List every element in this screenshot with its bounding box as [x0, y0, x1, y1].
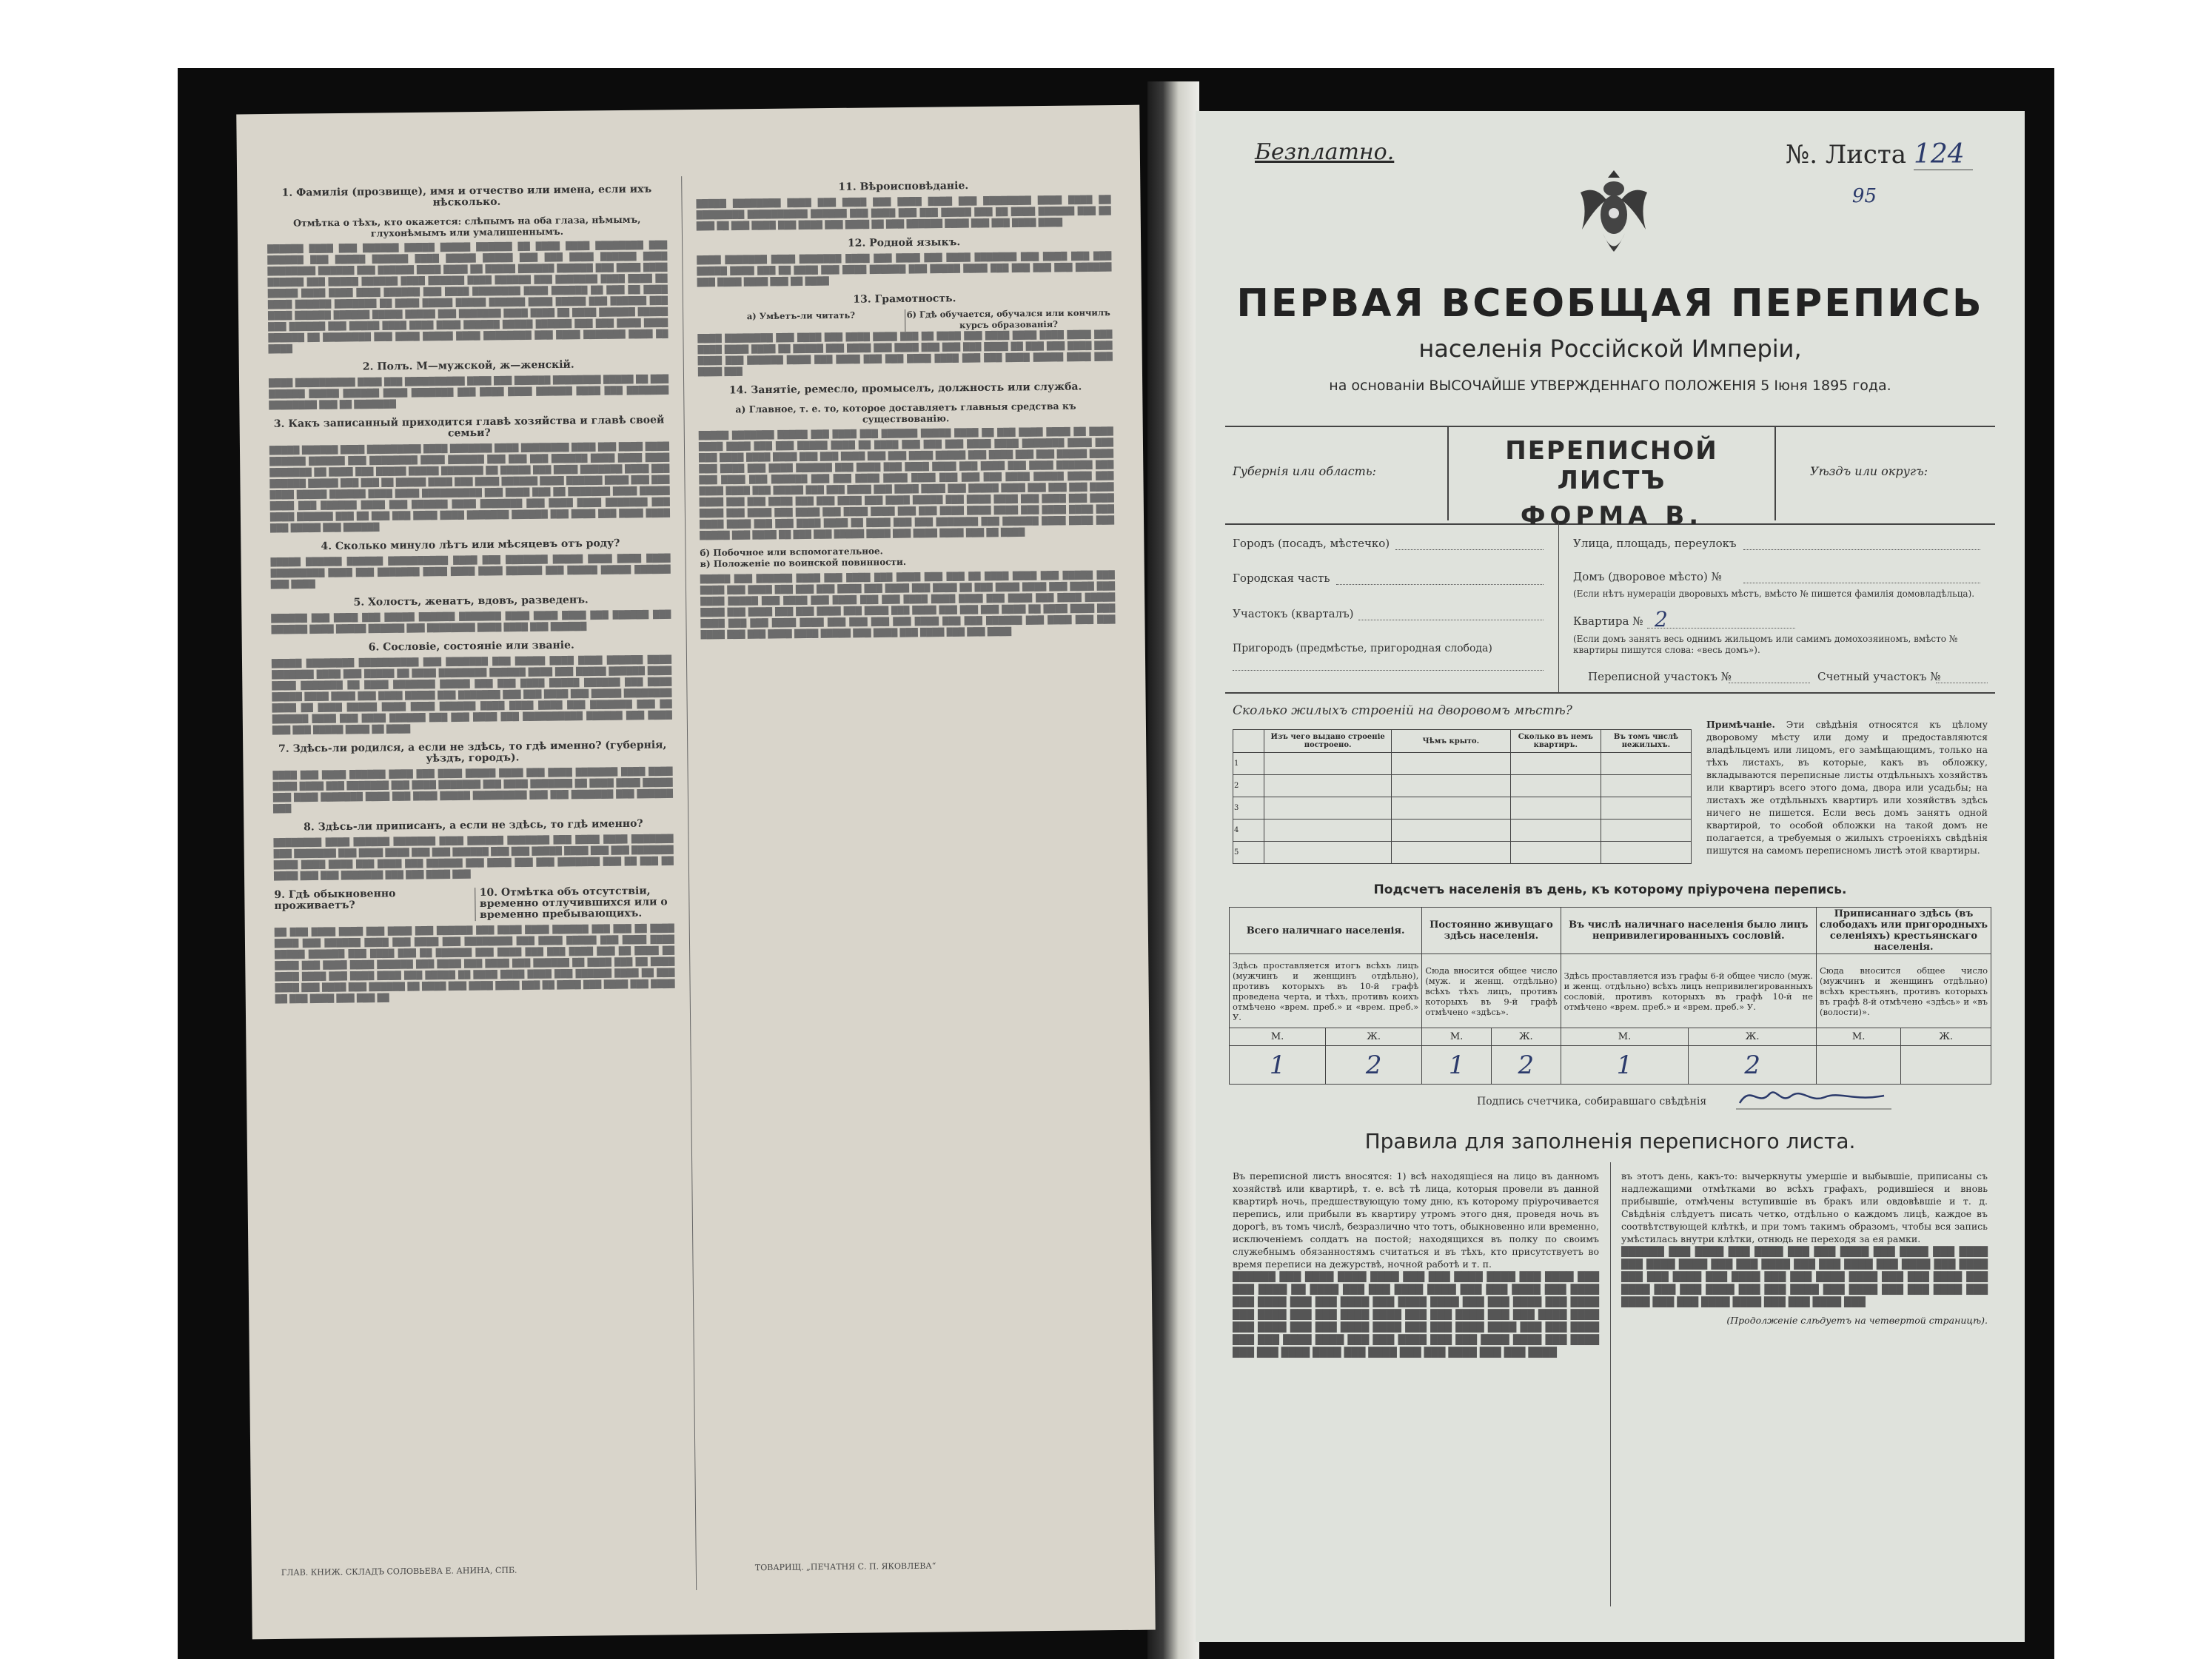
rules-divider — [1610, 1162, 1611, 1606]
suburb-field-label: Пригородъ (предмѣстье, пригородная слобода) — [1233, 643, 1492, 654]
female-header: Ж. — [1491, 1028, 1561, 1046]
population-count-table — [1229, 907, 1991, 1085]
continued-note: (Продолженіе слѣдуетъ на четвертой страницѣ). — [1726, 1315, 1988, 1326]
table-cell[interactable] — [1391, 842, 1510, 864]
section-2-heading: 2. Полъ. М—мужской, ж—женскій. — [362, 358, 574, 373]
section-13b-heading: б) Гдѣ обучается, обучался или кончилъ курсъ образованія? — [905, 307, 1113, 332]
count-value-cell[interactable] — [1901, 1046, 1991, 1085]
count-value-cell[interactable] — [1816, 1046, 1900, 1085]
precinct-field-label: Участокъ (кварталъ) — [1233, 607, 1354, 620]
table-cell[interactable] — [1264, 797, 1391, 820]
buildings-question: Сколько жилыхъ строеній на дворовомъ мѣстѣ? — [1233, 703, 1572, 718]
row-number: 3 — [1233, 797, 1264, 820]
text-block: ████ ███████ ████ ███████ ████ ███ ████ ███ ████ ███████ ███ ████ ███ ███ █████ ████ ███ ██ ████ ███ ████ ██████ ███ █████ ████ ███ ███ ███ ███ ██████ ███ ████ ████ ███ ██ ████ — [697, 252, 1112, 287]
signature-label: Подпись счетчика, собиравшаго свѣдѣнія — [1477, 1096, 1707, 1107]
form-title: ПЕРЕПИСНОЙ ЛИСТЪ — [1505, 436, 1718, 495]
table-row — [1233, 820, 1692, 842]
table-row — [1233, 775, 1692, 797]
table-cell[interactable] — [1601, 820, 1691, 842]
table-cell[interactable] — [1264, 753, 1391, 775]
form-title-box — [1447, 427, 1776, 531]
count-value-cell[interactable]: 2 — [1689, 1046, 1817, 1085]
section-9-heading: 9. Гдѣ обыкновенно проживаетъ? — [274, 888, 396, 912]
province-label: Губернія или область: — [1233, 464, 1376, 478]
sheet-number-extra: 95 — [1851, 185, 1877, 207]
table-cell[interactable] — [1601, 753, 1691, 775]
text-block: ████ ████████ ███ ████ ███ ████ ████ ███ ██ ████ ███ ████ ████ ████ ████ ███ ████ ████ ████ ██ █████ ███ ████ ███ ████ ███ ███ ███ ████ ██ ███ ███ ████ ███ ████ ███ ██████ ████ ███ ████ ███ ███ ████ ████ ███ ███ ████ █████ ████ ███ ████ ███ — [697, 330, 1113, 377]
text-block: █████ ███████ █████ ███ ████ ███ ██████ █████ ████ ██ ███ ████ ████ ██ ████ ████ ████ ███ ███ █████ ████ ██ ████ ███ ███ ███ ████ ████ ███████ ████ ███ ███ ████ ████ ████ ███ ███ ████ ███ ███ ████ █████ ███ ████ ███ ███ █████ ████ ███ ████ ███ ████ ██████ ███ ████ ███ ████ ████ ███ ████ ███ ████ ██████ ███ ███ ████ ███ ██████ ███ ███ ████ ████ ████ ███ ███ ███ ████ █████ ████ ███ ████ ████ ███ █████ ███ ███ ████ ███ ████ ████ ███ █████ ████ ███ ███ ███ ████ ████ ███ ███ ████ ███ ███ ████ ███ ████ █████ ███ ████ ████ ███ ████ ███ ████ ████ ███ ████ ███ ████ ███ ████ ████ ███ ███ ████ ████ ████ ███ ████ ████ ███ ████ ████ ███ ███ ████ ████ ██ ████ ███ ███ ███████ ███ ██████ ████ ████ ███ █████ ███ ████ ██ ███ ███ █████ ████ ███ ████ ████ ███ ██ ████ — [698, 427, 1115, 540]
buildings-col-roof: Чѣмъ крыто. — [1391, 730, 1510, 753]
table-cell[interactable] — [1510, 797, 1601, 820]
male-header: М. — [1816, 1028, 1900, 1046]
text-block: ██████ ███ ████ ████ ████ ███ ███ ████ ████ ███ ████ ███ ███ ████ ██ ████ ███ ███ ████ ████ ███ ███ ████ ███ ████ ███ ████ ███ ███ ████ ███ ████ ████ ███ ███ ████ ███ ████ ███ ████ ███ ███ ████ ████ ███ ███ ████ ███ ███ ████ ████ ███ ████ ███ ███ ████ ████ ███ ███ ████ ████ ███ ███ ████ ███ ███ ████ ████ ███ ███ ████ ███ ███ ████ ████ ███ ████ ███ ███ ████ ████ ███ ████ ███ ███ ████ ███ ███ ████ — [1233, 1271, 1599, 1358]
sheet-number-value: 124 — [1914, 139, 1973, 170]
street-field-label: Улица, площадь, переулокъ — [1573, 537, 1737, 550]
male-header: М. — [1422, 1028, 1492, 1046]
counting-district-label: Счетный участокъ № — [1817, 670, 1941, 683]
table-row — [1233, 842, 1692, 864]
imperial-eagle-emblem — [1573, 163, 1655, 267]
row-number: 4 — [1233, 820, 1264, 842]
count-desc-peasant: Сюда вносится общее число (мужчинъ и женщинъ отдѣльно) всѣхъ крестьянъ, противъ которыхъ въ графѣ 8-й отмѣчено «здѣсь» и «въ (волости)». — [1816, 954, 1991, 1028]
form-subtitle-b: ФОРМА В. — [1520, 501, 1703, 531]
apartment-field-note: (Если домъ занятъ весь однимъ жильцомъ или самимъ домохозяиномъ, вмѣсто № квартиры пишутся слова: «весь домъ»). — [1573, 634, 1958, 655]
table-cell[interactable] — [1510, 820, 1601, 842]
section-5-heading: 5. Холостъ, женатъ, вдовъ, разведенъ. — [353, 594, 589, 609]
count-value-cell[interactable]: 1 — [1230, 1046, 1326, 1085]
text-block: ██ ███ ████ ████ ███ ████ ███ ██████ ███ ████ ████ ██████ ███ ███ ██ ████ ████ ███ ██████ ████ ███ ████ ███ ████████ ███ ████ █████ ███ ████ ████ █████ ██████ ███ ████ ███ ██ ██████ ███ ████ ███ ███ ████ ███ ██ ████ ██ ████ ███ ████ ████ ██████ ███ ████ ███ ████ ███ ██████ ██ ████ ███ ██ ████ ████ ████ ███ ████ ████ ███ █████ ██ ████ ████ ████ ███ ██████ ████ ██ ███ ████ ███ ████ ███ ██████ ██ ████ ███ ████ ████ ███ ██ ████ ███ ████ ███ ████ ██ ███ ████ ███ ███ ██ — [274, 924, 675, 1004]
section-14c-heading: в) Положеніе по воинской повинности. — [700, 557, 907, 569]
female-header: Ж. — [1689, 1028, 1817, 1046]
text-block: █████ ██████ ████ █████████ ████ ███████ ████ ████████ ████ ███ ████ ████ ██████ ██████ ███ ████████ ████ ██████ ███ ███ ███ ██████ ████ ████ ████ ███████ ██ ████ ███ █████ █████ ███████ ██ █████ ███ ████ ███████ ████ ███ ██████ █████ ███ ███ ██ █████ ████ ███ ████ ██████ ████ ██████ ████ ███ ███ ████ █████ ██████ ████ ████ ██████████ ███ ████ ███ ██ ███████ ████ █████ ████ ███ ██████ ████ ███ ██████ ████ ███████ ███ ████ ████ ███████ ███ ████ ██████ ███ ██ ███ ███ ████ ████ ███████ ██████ ███ ████ ███ ████ ████ ███ █████ ███ ██████ — [269, 442, 670, 533]
row-number: 5 — [1233, 842, 1264, 864]
section-14-heading: 14. Занятіе, ремесло, промыселъ, должность или служба. — [728, 381, 1082, 397]
district-label: Уѣздъ или округъ: — [1810, 464, 1928, 478]
table-cell[interactable] — [1510, 753, 1601, 775]
form-subtitle: населенія Россійской Имперіи, — [1418, 335, 1802, 363]
text-block: ██████ ███ ████ ███ ████ ███ ███ ████ ███ ████ ███ ████ ███ ████ ████ ███ ███ ████ ███ ███ ████ ███ ████ ███ ████ ███ ███ ████ ███ ████ ███ ███ ████ ████ ███ ███ ████ ███ ████ ███ ███ ████ ███ ███ ████ ███ ████ ███ ███ ████ ███ ████ ███ ███ ████ ████ ███ ███ ████ ███ — [1621, 1246, 1988, 1307]
buildings-table — [1233, 729, 1692, 864]
sheet-number — [1786, 139, 1973, 170]
counter-signature — [1736, 1081, 1891, 1114]
section-6-heading: 6. Сословіе, состояніе или званіе. — [368, 639, 574, 654]
female-header: Ж. — [1901, 1028, 1991, 1046]
text-block: █████ ███ ██████ ████ ███ ████ ███ ████ ███ ███ ██ ████ ████ ███ █████ ███ ████ ███ ████ ███ ███ ███ ████ ███ ████ ███ ████ ██ ███ ████ ████ ███ ████ ███ ████ █████ ███ ████ ███ ████ ███ ███ ████ ████ ████ ███ ████ ███ ████ █████ ████ ███ ████ ███ ███ ████ ███ ████ ███ ████ ███ ███ ███ ████ ██ ████ ████ ███ ████ ███ ███ ████ ████ ███ ███ ███ ███ ████ ███ ███ ██████ ███ ████ ███ ███ ████ ███ ███ ████ ████ █████ ███ ████ ███ ████ ███ ███ ████ — [700, 571, 1116, 640]
section-1-heading: 1. Фамилія (прозвище), имя и отчество или имена, если ихъ нѣсколько. — [281, 183, 652, 209]
male-header: М. — [1230, 1028, 1326, 1046]
city-part-field-label: Городская часть — [1233, 572, 1330, 585]
section-4-heading: 4. Сколько минуло лѣтъ или мѣсяцевъ отъ роду? — [321, 537, 620, 553]
count-col-total: Всего наличнаго населенія. — [1230, 908, 1422, 954]
right-page — [1196, 111, 2025, 1642]
house-field-note: (Если нѣтъ нумераціи дворовыхъ мѣстъ, вмѣсто № пишется фамилія домовладѣльца). — [1573, 589, 1975, 599]
female-header: Ж. — [1326, 1028, 1422, 1046]
table-cell[interactable] — [1264, 842, 1391, 864]
left-column-2 — [696, 172, 1125, 1590]
free-label: Безплатно. — [1255, 139, 1395, 165]
count-col-unprivileged: Въ числѣ наличнаго населенія было лицъ непривилегированныхъ сословій. — [1561, 908, 1816, 954]
book-spine — [1147, 81, 1199, 1659]
section-11-heading: 11. Вѣроисповѣданіе. — [838, 180, 969, 193]
text-block: █████ ████████ ██████████ ███ ███████ ███ █████ ████ ████ ██████ ████ ███████ ████ ███ █████ ██ ████ ████████ ██████ ████ ███ █████ ██████ ████ ████ ███████ ██ ████ ███████ █████ ███ ███ ████ █████ ██████ ███ ████ █████ ████ ████ ███ ████ █████ ███ ███████ ███ ███ ████ ███ █████ ████████ ████ ██ ████ █████ ████ ████ ██████ ████ ████ ████ ███ ███████ ███ ██ ██████ ████ ███ ████ ██████ ███ ███ ████ ███ ██████████ ██████ ███ ████ ███ ███ █████ ████ ██ ████ — [271, 655, 672, 735]
section-7-heading: 7. Здѣсь-ли родился, а если не здѣсь, то гдѣ именно? (губернія, уѣздъ, городъ). — [278, 739, 667, 765]
section-13-heading: 13. Грамотность. — [853, 292, 956, 306]
text-block: ██████ ███ ████ ███ █████ ██████ ███████ ████ ████ ████ ███ ██████ ███ ██████ ████ █████ ██████ ███ ████████ ████ ████ ███ ██████ — [271, 610, 671, 634]
table-cell[interactable] — [1601, 797, 1691, 820]
table-cell[interactable] — [1391, 753, 1510, 775]
text-block: █████ ████████ ████ ███ ████ ███ ████ ████ ███ ████████ ████ ████ ██ ████████ ██████████ ██████ ███ ████ ███ ███ █████ ███ ██ ████ ██████ ███ ██ ███ ██ ███ ████ ███ ████ ███ ████ ██ ███ ██████ ████ ███ ███ ████ ████ — [696, 195, 1111, 231]
table-cell[interactable] — [1391, 797, 1510, 820]
rules-title: Правила для заполненія переписного листа. — [1364, 1129, 1856, 1153]
section-10-heading: 10. Отмѣтка объ отсутствіи, временно отлучившихся или о временно пребывающихъ. — [475, 885, 674, 921]
male-header: М. — [1561, 1028, 1689, 1046]
census-district-label: Переписной участокъ № — [1588, 670, 1732, 683]
table-cell[interactable] — [1510, 842, 1601, 864]
left-footer-imprint-1: ГЛАВ. КНИЖ. СКЛАДЪ СОЛОВЬЕВА Е. АНИНА, СПБ. — [281, 1565, 517, 1578]
section-14a-heading: а) Главное, т. е. то, которое доставляетъ главныя средства къ существованію. — [735, 400, 1076, 425]
count-col-peasant: Приписаннаго здѣсь (въ слободахъ или пригородныхъ селеніяхъ) крестьянскаго населенія. — [1816, 908, 1991, 954]
section-8-heading: 8. Здѣсь-ли приписанъ, а если не здѣсь, то гдѣ именно? — [303, 817, 643, 834]
section-3-heading: 3. Какъ записанный приходится главѣ хозяйства и главѣ своей семьи? — [273, 414, 665, 440]
form-main-title: ПЕРВАЯ ВСЕОБЩАЯ ПЕРЕПИСЬ — [1236, 281, 1984, 326]
section-13a-heading: а) Умѣетъ-ли читать? — [746, 309, 856, 322]
count-value-cell[interactable]: 1 — [1561, 1046, 1689, 1085]
rules-right-column — [1621, 1170, 1988, 1327]
section-14b-heading: б) Побочное или вспомогательное. — [700, 546, 883, 558]
count-desc-unprivileged: Здѣсь проставляется изъ графы 6-й общее число (муж. и женщ. отдѣльно) всѣхъ лицъ непривилегированныхъ сословій, противъ которыхъ въ графѣ 10-й не отмѣчено «врем. преб.» и «врем. преб.» У. — [1561, 954, 1816, 1028]
table-cell[interactable] — [1264, 775, 1391, 797]
table-cell[interactable] — [1510, 775, 1601, 797]
form-header-box — [1225, 426, 1995, 531]
count-value-cell[interactable]: 2 — [1491, 1046, 1561, 1085]
text-block: ██████ ████ ███ ██████ █████ █████ ██████ ██ ████ ████ ████████ ███ ██████ ███ █████ ██████ ████ █████ █████ ███ ███ ████ ██████ ████ ████████ ██████ ███ ██████ ████ ████ ██ █████ ██████ ██████ ███ ████ ████ ██████ ███ █████ ██████ ████ ██████ ████ ██████ ███ ███████ ████ ████ ██ █████ ████ ████ ████ ██████ ███ ████ ████████ ████ ██████ ██ ███ ██ ████ ████ ██████ ███████ ██ ████ █████ █████ ██████ ████ █████ ███ ██████ ███ ████ ██████ ██████ █████ █████ ███ ███████ ████ ████ ██ ████ ██████ █████ ███ ██████ ███ █████ ████ ████ ████ ██████ █████ ██████ ███ ███ ████ ████ ██████ ██ ████████ ███ ████ █████ ████ ████████ ███ ████ ███████ ████ ██ ████ — [267, 241, 668, 355]
remark-block — [1706, 718, 1988, 857]
count-desc-total: Здѣсь проставляется итогъ всѣхъ лицъ (мужчинъ и женщинъ отдѣльно), противъ которыхъ въ 10-й графѣ проведена черта, и тѣхъ, противъ коихъ отмѣчено «врем. преб.» и «врем. преб.» У. — [1230, 954, 1422, 1028]
section-12-heading: 12. Родной языкъ. — [847, 236, 961, 249]
row-number: 2 — [1233, 775, 1264, 797]
street-field-line[interactable] — [1743, 549, 1980, 550]
table-row — [1233, 797, 1692, 820]
apartment-field-value: 2 — [1655, 607, 1668, 631]
buildings-col-material: Изъ чего выдано строеніе построено. — [1264, 730, 1391, 753]
city-field-label: Городъ (посадъ, мѣстечко) — [1233, 537, 1390, 550]
census-form — [1225, 133, 1995, 1621]
city-field-line[interactable] — [1395, 549, 1544, 550]
text-block: ████████ ████ ██████ ███████ ████ ██████ ███████ ███ ████ ████ ███████ ███ ███████ ███ ████ ████ ███ ███ ██████ ███ ███ █████ ████ ███ ███ ███████ ████ ████ ████ ███ ████ ███ ██████ ███ ████ ███ ███ ███████ ███ ██ ███ ██ ████ ███ ███ ███████ ███ ███ ████ ███ — [273, 834, 674, 881]
sheet-number-label: №. Листа — [1786, 140, 1906, 170]
text-block: ████ ███ ████ ██████ ████ ███ ████ █████ ████ ███ ████ ███████ ████ ████ ████ ████ ███ ███████ ███ ████ ███████ ███ ████ ███████ ██ ████ ████ █████ ███ ████ ███████ ████ ███ ████ █████ █████████ ███ ███ ███████ ███ ██████ ███ — [272, 767, 673, 814]
column-divider — [681, 176, 697, 1590]
table-cell[interactable] — [1601, 775, 1691, 797]
count-value-cell[interactable]: 1 — [1422, 1046, 1492, 1085]
table-row — [1233, 753, 1692, 775]
rules-left-text: Въ переписной листъ вносятся: 1) всѣ находящіеся на лицо въ данномъ хозяйствѣ или квартирѣ, т. е. всѣ тѣ лица, которыя провели въ данной квартирѣ ночь, предшествующую тому дню, къ которому пріурочивается перепись, или прибыли въ квартиру утромъ этого дня, проведя ночь въ дорогѣ, въ томъ числѣ, безразлично что тотъ, обыкновенно или временно, исключеніемъ солдатъ на постой; находящихся въ полку по своимъ служебнымъ обязанностямъ считаться и въ тѣхъ, кто присутствуетъ во время переписи на дежурствѣ, ночной работѣ и т. п. — [1233, 1170, 1599, 1270]
suburb-field-line[interactable] — [1233, 670, 1544, 671]
count-value-cell[interactable]: 2 — [1326, 1046, 1422, 1085]
buildings-col-nonresidential: Въ томъ числѣ нежилыхъ. — [1601, 730, 1691, 753]
section-rule — [1225, 692, 1995, 694]
population-count-title: Подсчетъ населенія въ день, къ которому пріурочена перепись. — [1373, 882, 1847, 897]
text-block: █████ ██████ ██████ ██████████ ████ ███ ███████ █████ ████ ████ ████ █████████ ████ ███ ███████ ████ ████ ████ ██████ ███ █████ █████ ██████ ███ ████ — [270, 554, 671, 589]
table-cell[interactable] — [1391, 820, 1510, 842]
count-col-permanent: Постоянно живущаго здѣсь населенія. — [1422, 908, 1561, 954]
table-cell[interactable] — [1391, 775, 1510, 797]
address-divider — [1558, 522, 1559, 692]
table-cell[interactable] — [1601, 842, 1691, 864]
left-footer-imprint-2: ТОВАРИЩ. „ПЕЧАТНЯ С. П. ЯКОВЛЕВА“ — [754, 1561, 936, 1573]
count-desc-permanent: Сюда вносится общее число (муж. и женщ. отдѣльно) всѣхъ тѣхъ лицъ, противъ которыхъ въ 9-й графѣ отмѣчено «здѣсь». — [1422, 954, 1561, 1028]
house-field-label: Домъ (дворовое мѣсто) № — [1573, 570, 1722, 583]
form-basis: на основаніи ВЫСОЧАЙШЕ УТВЕРЖДЕННАГО ПОЛОЖЕНІЯ 5 Іюня 1895 года. — [1329, 378, 1891, 394]
text-block: ████ ██████████ ████ ███ ██████████ ████ ███ ██████ ████████ █████ ██ ███ ██████ █████ ██████ ████ ███████ ███ ████ ████ ██████ ████ ███ ███████ ████████ ███ ██ ███████ — [268, 375, 669, 411]
rules-left-column — [1233, 1170, 1599, 1358]
buildings-table-num-col — [1233, 730, 1264, 753]
apartment-field-label: Квартира № — [1573, 614, 1643, 628]
section-9-10-row — [274, 878, 674, 928]
left-column-1 — [267, 176, 681, 1595]
rules-right-text: въ этотъ день, какъ-то: вычеркнуты умершіе и выбывшіе, приписаны съ надлежащими отмѣтками во всѣхъ графахъ, родившіеся и вновь прибывшіе, отмѣчены вступившіе въ бракъ или овдовѣвшіе и т. д. Свѣдѣнія слѣдуетъ писать четко, отдѣльно о каждомъ лицѣ, каждое въ соотвѣтствующей клѣткѣ, и при томъ такимъ образомъ, чтобы вся запись умѣстилась внутри клѣтки, отнюдь не переходя за ея рамки. — [1621, 1170, 1988, 1244]
left-page — [236, 105, 1156, 1640]
section-1b-heading: Отмѣтка о тѣхъ, кто окажется: слѣпымъ на оба глаза, нѣмымъ, глухонѣмымъ или умалишеннымъ. — [292, 213, 641, 239]
buildings-col-apartments: Сколько въ немъ квартиръ. — [1510, 730, 1601, 753]
remark-title: Примѣчаніе. — [1706, 719, 1775, 730]
apartment-field-line[interactable] — [1647, 628, 1795, 629]
table-cell[interactable] — [1264, 820, 1391, 842]
city-part-field-line[interactable] — [1336, 584, 1544, 585]
row-number: 1 — [1233, 753, 1264, 775]
remark-text: Эти свѣдѣнія относятся къ цѣлому дворовому мѣсту или дому и предоставляются владѣльцемъ или лицомъ, его замѣщающимъ, только на тѣхъ листахъ, въ которые, какъ въ обложку, вкладываются переписные листы отдѣльныхъ хозяйствъ или квартиръ всего этого дома, двора или усадьбы; на листахъ же отдѣльныхъ квартиръ или хозяйствъ здѣсь ничего не пишется. Если весь домъ занятъ одной квартирой, то особой обложки на такой домъ не полагается, а требуемыя о жилыхъ строеніяхъ свѣдѣнія пишутся на самомъ переписномъ листѣ этой квартиры. — [1706, 719, 1988, 856]
